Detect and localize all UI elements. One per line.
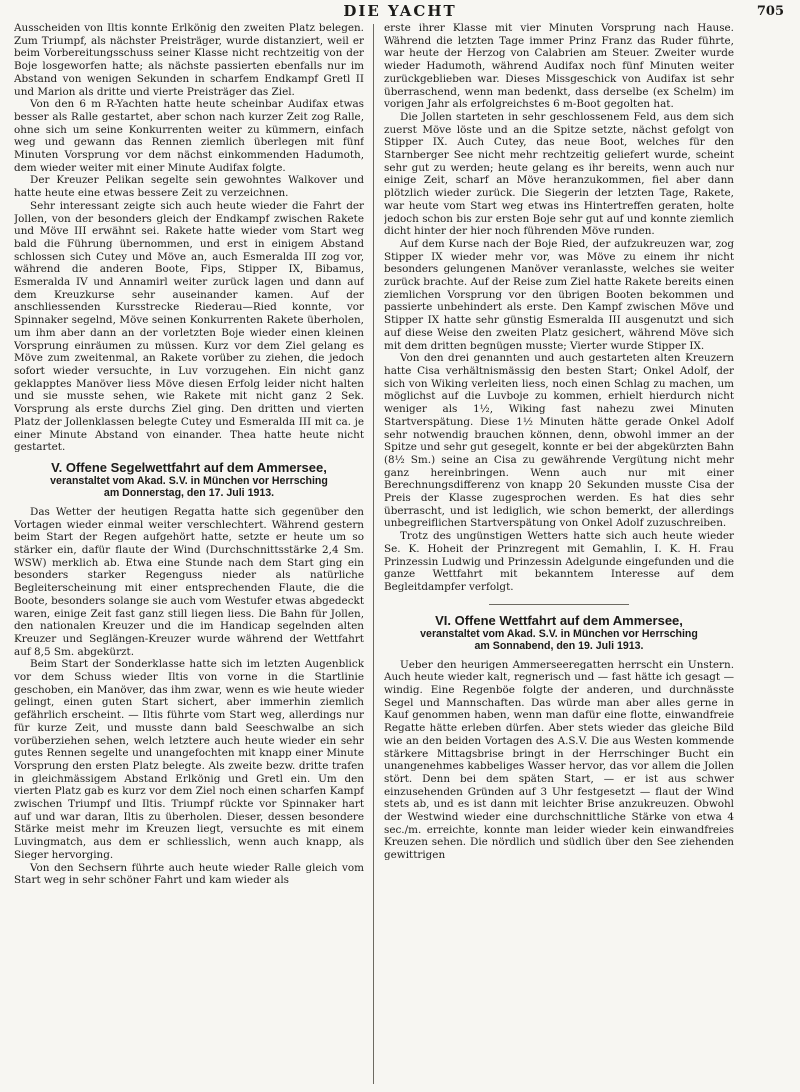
section-date: am Sonnabend, den 19. Juli 1913.: [474, 640, 644, 653]
paragraph: Das Wetter der heutigen Regatta hatte sich gegenüber den Vortagen wieder einmal weiter verschlechtert. Während gestern beim Start der Regen aufgehört hatte, setzte er heute um so stärker ein, dafür flaute der Wind (Durchschnittsstärke 2,4 Sm. WSW) merklich ab. Etwa eine Stunde nach dem Start ging ein besonders starker Regenguss nieder als natürliche Begleiterscheinung mit einer entsprechenden Flaute, die die Boote, besonders solange sie auch vom Westufer etwas abgedeckt waren, einige Zeit fast ganz still liegen liess. Die Bahn für Jollen, den nationalen Kreuzer und die im Handicap segelnden alten Kreuzer und Seglängen-Kreuzer wurde während der Wettfahrt auf 8,5 Sm. abgekürzt.: [14, 505, 364, 658]
paragraph: Der Kreuzer Pelikan segelte sein gewohntes Walkover und hatte heute eine etwas bessere Zeit zu verzeichnen.: [14, 174, 364, 200]
section-title: V. Offene Segelwettfahrt auf dem Ammersee,: [51, 459, 327, 475]
paragraph: Die Jollen starteten in sehr geschlossenem Feld, aus dem sich zuerst Möve löste und an die Spitze setzte, nächst gefolgt von Stipper IX. Auch Cutey, das neue Boot, welches für den Starnberger See nicht mehr rechtzeitig geliefert wurde, scheint sehr gut zu werden; heute gelang es ihr bereits, wenn auch nur einige Zeit, scharf an Möve heranzukommen, fiel aber dann plötzlich wieder zurück. Die Siegerin der letzten Tage, Rakete, war heute vom Start weg etwas ins Hintertreffen geraten, holte jedoch schon bis zur ersten Boje sehr gut auf und konnte ziemlich dicht hinter der hier noch führenden Möve runden.: [384, 110, 734, 238]
section-separator: [489, 604, 629, 605]
paragraph: Von den drei genannten und auch gestarteten alten Kreuzern hatte Cisa verhältnismässig den besten Start; Onkel Adolf, der sich von Wiking verleiten liess, noch einen Schlag zu machen, um möglichst auf die Luvboje zu kommen, erhielt hierdurch nicht weniger als 1½, Wiking fast nahezu zwei Minuten Startverspätung. Diese 1½ Minuten hätte gerade Onkel Adolf sehr notwendig brauchen können, denn, obwohl immer an der Spitze und sehr gut gesegelt, konnte er bei der abgekürzten Bahn (8½ Sm.) seine an Cisa zu gewährende Vergütung nicht mehr ganz hereinbringen. Wenn auch nur mit einer Berechnungsdifferenz von knapp 20 Sekunden musste Cisa der Preis der Klasse zugesprochen werden. Es hat dies sehr überrascht, und ist lediglich, wie schon bemerkt, der allerdings unbegreiflichen Startverspätung von Onkel Adolf zuzuschreiben.: [384, 352, 734, 530]
paragraph: Trotz des ungünstigen Wetters hatte sich auch heute wieder Se. K. Hoheit der Prinzregent mit Gemahlin, I. K. H. Frau Prinzessin Ludwig und Prinzessin Adelgunde eingefunden und die ganze Wettfahrt mit bekanntem Interesse auf dem Begleitdampfer verfolgt.: [384, 530, 734, 593]
paragraph: Von den Sechsern führte auch heute wieder Ralle gleich vom Start weg in sehr schöner Fahrt und kam wieder als: [14, 861, 364, 887]
page-header: [0, 2, 800, 24]
paragraph: Ueber den heurigen Ammerseeregatten herrscht ein Unstern. Auch heute wieder kalt, regnerisch und — fast hätte ich gesagt — windig. Eine Regenböe folgte der anderen, und durchnässte Segel und Mannschaften. Das würde man aber alles gerne in Kauf genommen haben, wenn man dafür eine flotte, einwandfreie Regatte hätte erleben dürfen. Aber stets wieder das gleiche Bild wie an den beiden Vortagen des A.S.V. Die aus Westen kommende stärkere Mittagsbrise bringt in der Herrschinger Bucht ein unangenehmes kabbeliges Wasser hervor, das vor allem die Jollen stört. Denn bei dem späten Start, — er ist aus schwer einzusehenden Gründen auf 3 Uhr festgesetzt — flaut der Wind stets ab, und es ist dann mit leichter Brise anzukreuzen. Obwohl der Westwind wieder eine durchschnittliche Stärke von etwa 4 sec./m. erreichte, konnte man leider wieder kein einwandfreies Kreuzen sehen. Die nördlich und südlich über den See ziehenden gewittrigen: [384, 658, 734, 862]
section-subtitle: veranstaltet vom Akad. S.V. in München vor Herrsching: [50, 474, 328, 487]
paragraph: Ausscheiden von Iltis konnte Erlkönig den zweiten Platz belegen. Zum Triumpf, als nächster Preisträger, wurde distanziert, weil er beim Vorbereitungsschuss seiner Klasse nicht rechtzeitig von der Boje losgeworfen hatte; als nächste passierten ebenfalls nur im Abstand von wenigen Sekunden in scharfem Endkampf Gretl II und Marion als dritte und vierte Preisträger das Ziel.: [14, 22, 364, 98]
section-title: VI. Offene Wettfahrt auf dem Ammersee,: [435, 612, 683, 628]
section-v-heading: [14, 460, 364, 500]
column-divider: [373, 24, 374, 1084]
paragraph: Auf dem Kurse nach der Boje Ried, der aufzukreuzen war, zog Stipper IX wieder mehr vor, was Möve zu einem ihr nicht besonders gelungenen Manöver veranlasste, welches sie weiter zurück brachte. Auf der Reise zum Ziel hatte Rakete bereits einen ziemlichen Vorsprung vor den übrigen Booten bekommen und passierte unbehindert als erste. Den Kampf zwischen Möve und Stipper IX hatte sehr günstig Esmeralda III ausgenutzt und sich auf diese Weise den zweiten Platz gesichert, während Möve sich mit dem dritten begnügen musste; Vierter wurde Stipper IX.: [384, 237, 734, 352]
paragraph: Beim Start der Sonderklasse hatte sich im letzten Augenblick vor dem Schuss wieder Iltis von vorne in die Startlinie geschoben, ein Manöver, das ihm zwar, wenn es wie heute wieder gelingt, einen guten Start sichert, aber immerhin ziemlich gefährlich erscheint. — Iltis führte vom Start weg, allerdings nur für kurze Zeit, und musste dann bald Seeschwalbe an sich vorüberziehen sehen, welch letztere auch heute wieder ein sehr gutes Rennen segelte und unangefochten mit knapp einer Minute Vorsprung den ersten Platz belegte. Als zweite bezw. dritte trafen in gleichmässigem Abstand Erlkönig und Gretl ein. Um den vierten Platz gab es kurz vor dem Ziel noch einen scharfen Kampf zwischen Triumpf und Iltis. Triumpf rückte vor Spinnaker hart auf und war daran, Iltis zu überholen. Dieser, dessen besondere Stärke meist mehr im Kreuzen liegt, versuchte es mit einem Luvingmatch, aus dem er schliesslich, wenn auch knapp, als Sieger hervorging.: [14, 658, 364, 861]
section-date: am Donnerstag, den 17. Juli 1913.: [103, 487, 275, 500]
running-title: DIE YACHT: [343, 2, 457, 20]
paragraph: Von den 6 m R-Yachten hatte heute scheinbar Audifax etwas besser als Ralle gestartet, aber schon nach kurzer Zeit zog Ralle, ohne sich um seine Konkurrenten weiter zu kümmern, einfach weg und gewann das Rennen ziemlich überlegen mit fünf Minuten Vorsprung vor dem nächst einkommenden Hadumoth, dem wieder weiter mit einer Minute Audifax folgte.: [14, 98, 364, 174]
left-column: [14, 22, 364, 1090]
section-subtitle: veranstaltet vom Akad. S.V. in München vor Herrsching: [420, 627, 698, 640]
section-vi-heading: [384, 613, 734, 653]
paragraph: erste ihrer Klasse mit vier Minuten Vorsprung nach Hause. Während die letzten Tage immer Prinz Franz das Ruder führte, war heute der Herzog von Calabrien am Steuer. Zweiter wurde wieder Hadumoth, während Audifax noch fünf Minuten weiter zurückgeblieben war. Dieses Missgeschick von Audifax ist sehr überraschend, wenn man bedenkt, dass derselbe (ex Schelm) im vorigen Jahr als erfolgreichstes 6 m-Boot gegolten hat.: [384, 22, 734, 111]
right-column: [384, 22, 734, 1090]
paragraph: Sehr interessant zeigte sich auch heute wieder die Fahrt der Jollen, von der besonders gleich der Endkampf zwischen Rakete und Möve III erwähnt sei. Rakete hatte wieder vom Start weg bald die Führung übernommen, und erst in einigem Abstand schlossen sich Cutey und Möve an, auch Esmeralda III zog vor, während die anderen Boote, Fips, Stipper IX, Bibamus, Esmeralda IV und Annamirl weiter zurück lagen und dann auf dem Kreuzkurse sehr auseinander kamen. Auf der anschliessenden Kursstrecke Riederau—Ried konnte, vor Spinnaker segelnd, Möve seinen Konkurrenten Rakete überholen, um ihm aber dann an der vorletzten Boje wieder einen kleinen Vorsprung einräumen zu müssen. Kurz vor dem Ziel gelang es Möve zum zweitenmal, an Rakete vorüber zu ziehen, die jedoch sofort wieder versuchte, in Luv vorzugehen. Ein nicht ganz geklapptes Manöver liess Möve diesen Erfolg leider nicht halten und sie musste sehen, wie Rakete mit nicht ganz 2 Sek. Vorsprung als erste durchs Ziel ging. Den dritten und vierten Platz der Jollenklassen belegte Cutey und Esmeralda III mit ca. je einer Minute Abstand von einander. Thea hatte heute nicht gestartet.: [14, 199, 364, 454]
page-number: 705: [756, 4, 784, 19]
